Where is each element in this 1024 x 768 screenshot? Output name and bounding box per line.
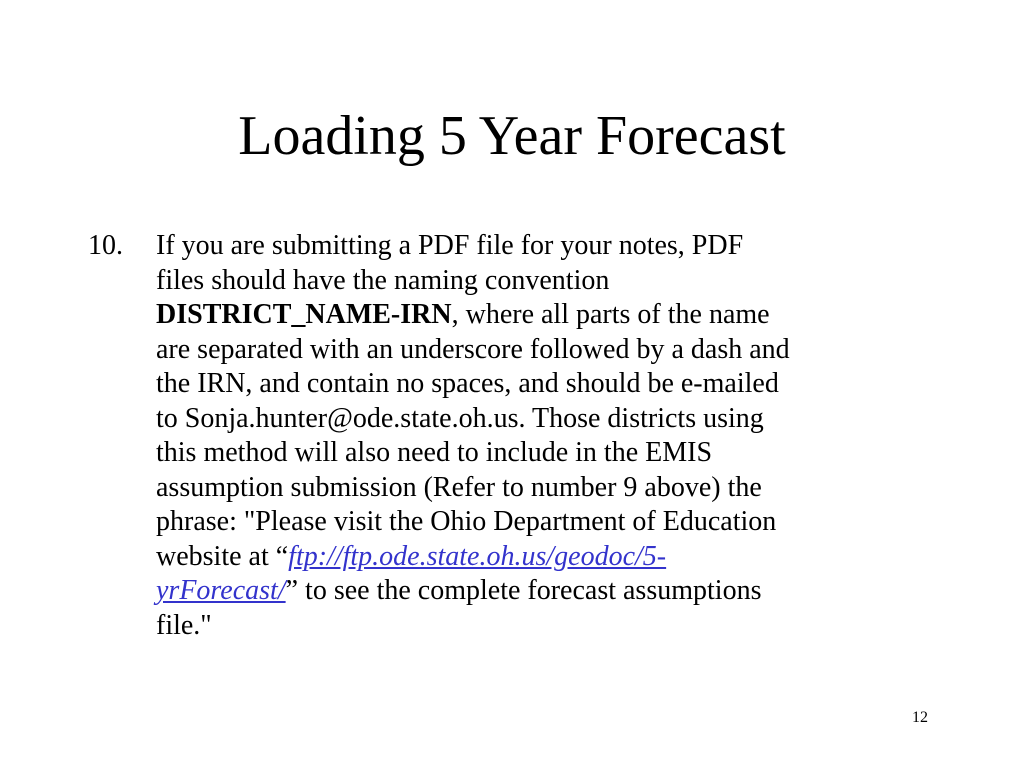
naming-convention-term: DISTRICT_NAME-IRN — [156, 299, 452, 330]
body-line: assumption submission (Refer to number 9 above) the — [156, 471, 762, 503]
body-line: website at “ — [156, 540, 289, 572]
list-item-number: 10. — [88, 230, 123, 261]
body-line: phrase: "Please visit the Ohio Department of Education — [156, 506, 777, 537]
body-line: ” to see the complete forecast assumptions — [285, 575, 762, 606]
body-line: are separated with an underscore followed by a dash and — [156, 333, 790, 365]
body-line: this method will also need to include in the EMIS — [156, 437, 713, 468]
body-line: to Sonja.hunter@ode.state.oh.us. Those districts using — [156, 402, 764, 434]
page-number: 12 — [912, 709, 928, 726]
body-line: , where all parts of the name — [451, 299, 770, 330]
body-line: file." — [156, 609, 212, 641]
ftp-link-continued[interactable]: yrForecast/ — [156, 575, 286, 606]
slide-title: Loading 5 Year Forecast — [238, 105, 786, 167]
ftp-link[interactable]: ftp://ftp.ode.state.oh.us/geodoc/5- — [288, 540, 667, 572]
body-line: If you are submitting a PDF file for your notes, PDF — [156, 230, 744, 261]
body-line: the IRN, and contain no spaces, and should be e-mailed — [156, 368, 779, 399]
body-line: files should have the naming convention — [156, 264, 610, 296]
list-item-text — [156, 229, 956, 643]
